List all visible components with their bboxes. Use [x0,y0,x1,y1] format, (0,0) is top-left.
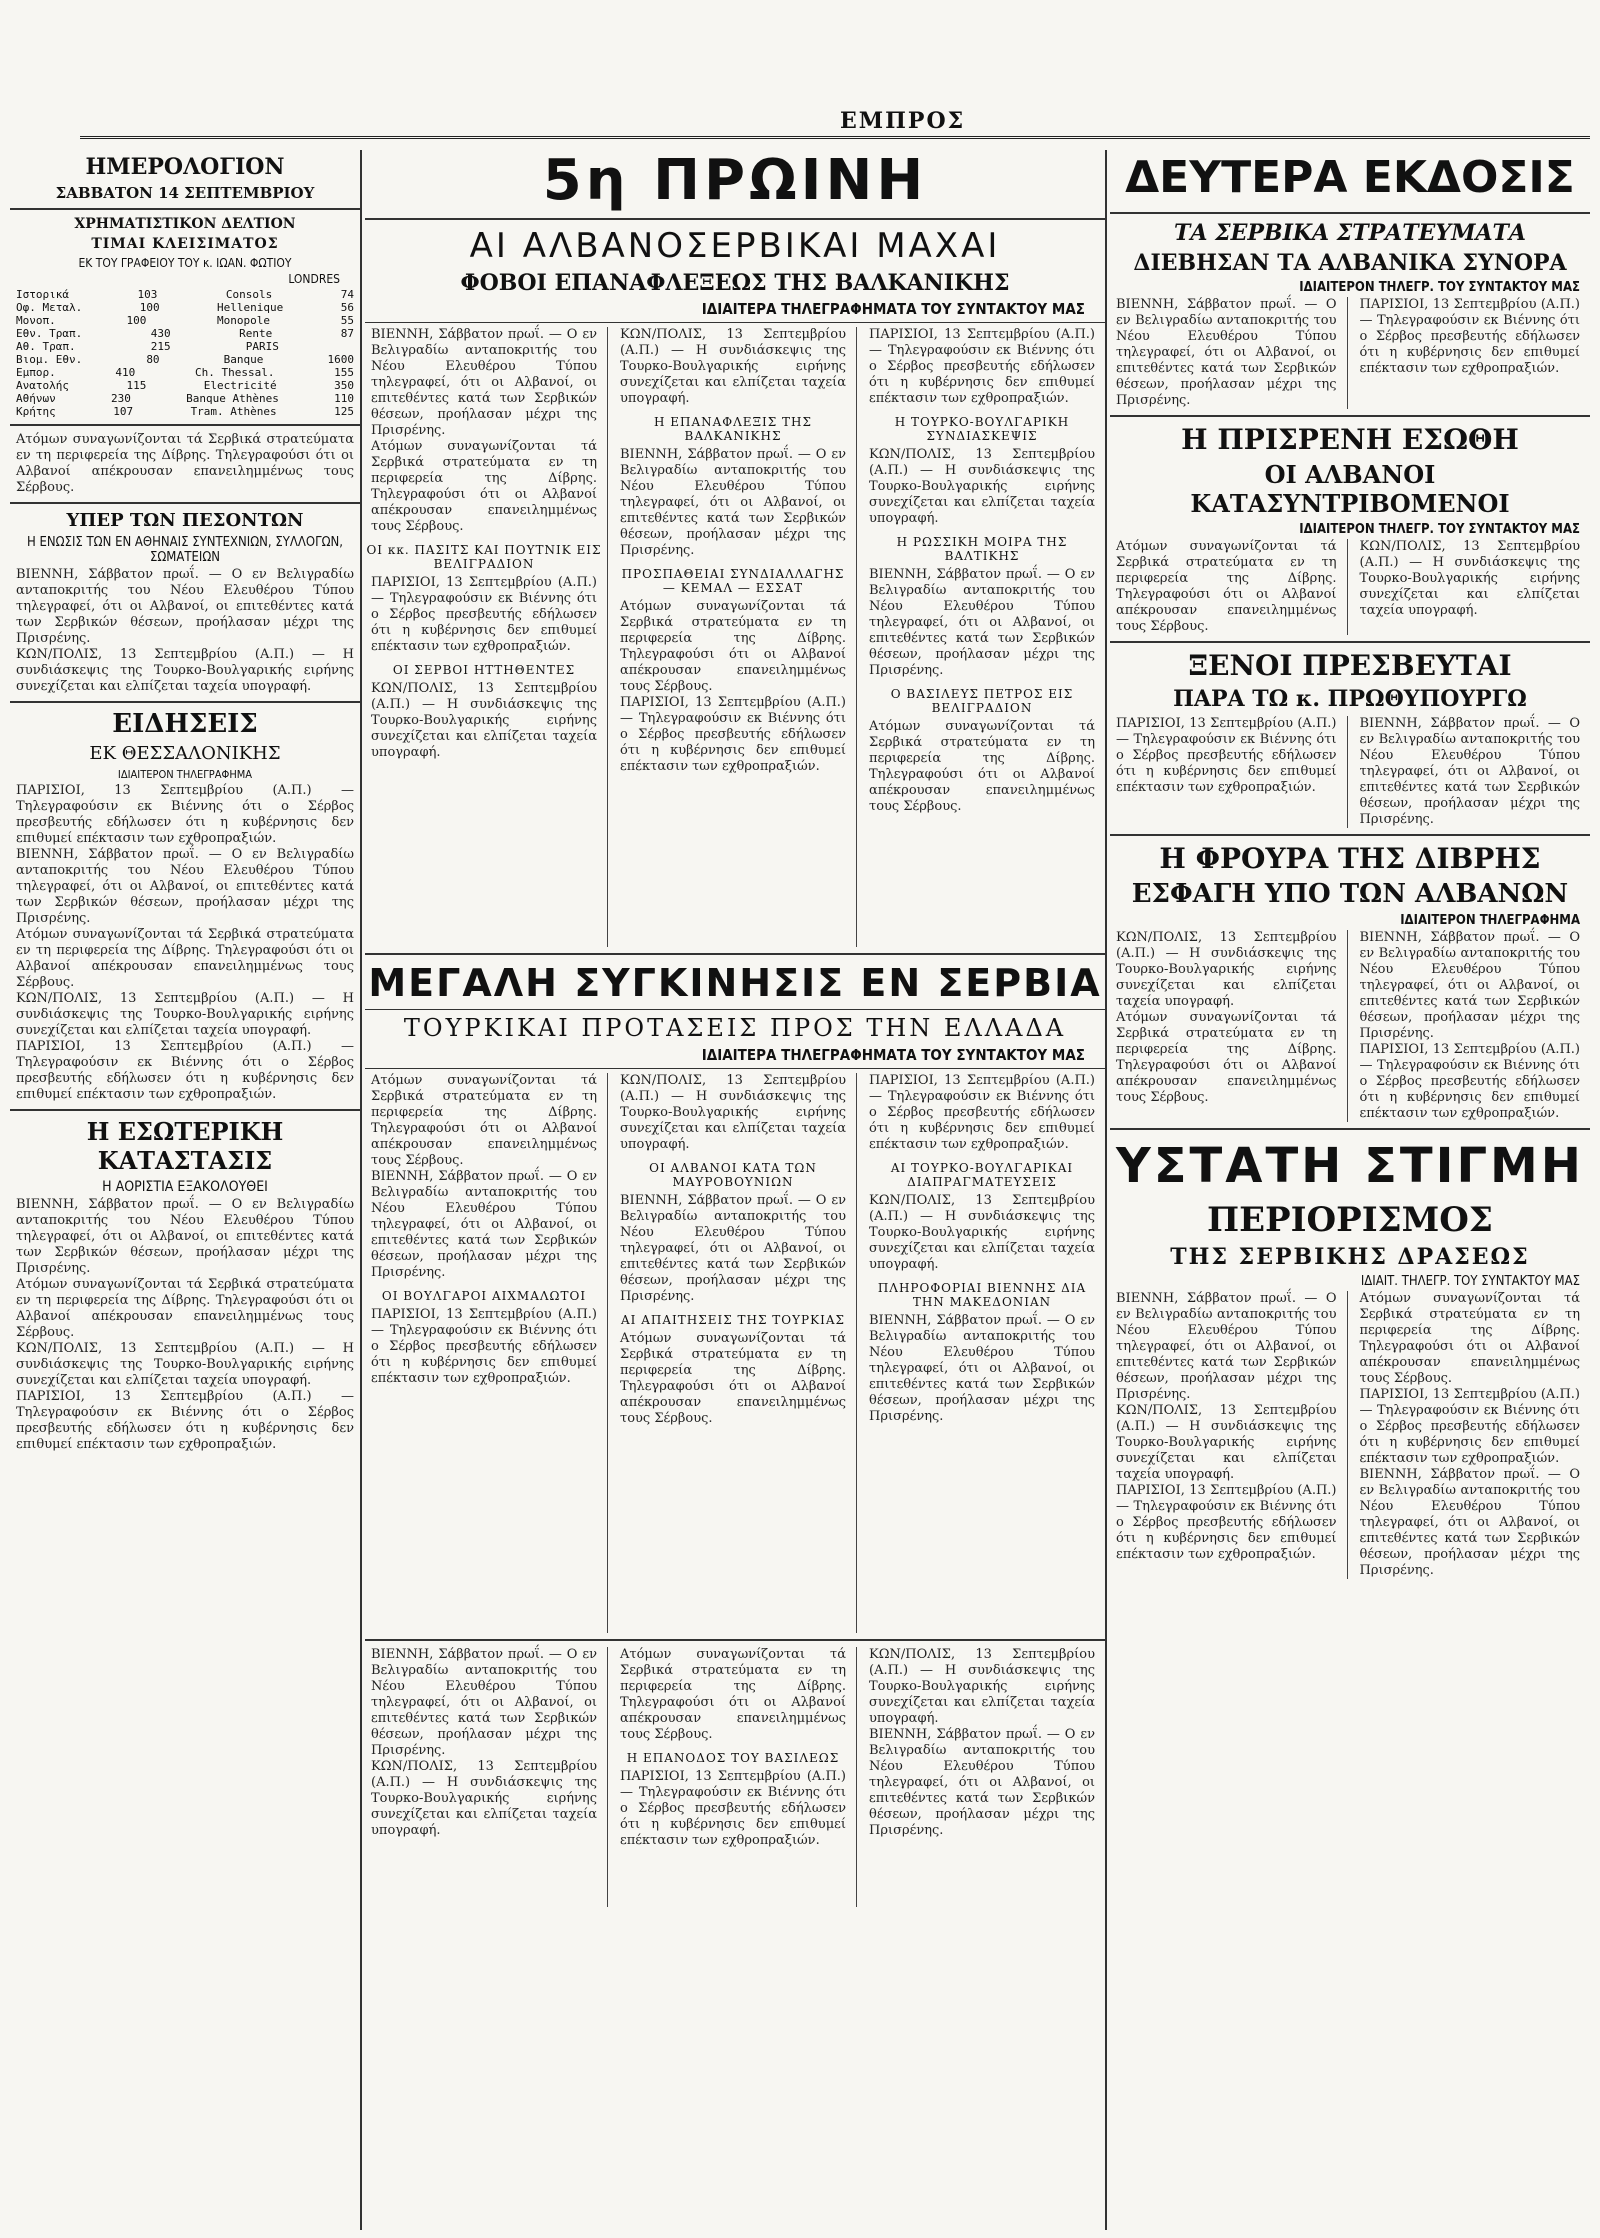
market-cell: PARIS [245,340,279,353]
last-minute-sub-1: ΠΕΡΙΟΡΙΣΜΟΣ [1207,1200,1493,1240]
market-city: LONDRES [288,272,340,286]
market-cell: 1600 [327,353,354,366]
right-article-1a: ΒΙΕΝΝΗ, Σάββατον πρωΐ. — Ο εν Βελιγραδίω ανταποκριτής του Νέου Ελευθέρου Τύπου τηλεγραφεί, ότι οι Αλβανοί, οι επιτεθέντες κατά των Σερβικών θέσεων, προήλασαν μέχρι της Πρισρένης. [1116,297,1337,408]
article-9-text-2: ΒΙΕΝΝΗ, Σάββατον πρωΐ. — Ο εν Βελιγραδίω ανταποκριτής του Νέου Ελευθέρου Τύπου τηλεγραφεί, ότι οι Αλβανοί, οι επιτεθέντες κατά των Σερβικών θέσεων, προήλασαν μέχρι της Πρισρένης. [869,1727,1095,1838]
left-text-2: ΒΙΕΝΝΗ, Σάββατον πρωΐ. — Ο εν Βελιγραδίω ανταποκριτής του Νέου Ελευθέρου Τύπου τηλεγραφεί, ότι οι Αλβανοί, οι επιτεθέντες κατά των Σερβικών θέσεων, προήλασαν μέχρι της Πρισρένης. [16,567,354,646]
article-6-text: ΠΑΡΙΣΙΟΙ, 13 Σεπτεμβρίου (Α.Π.) — Τηλεγραφούσιν εκ Βιέννης ότι ο Σέρβος πρεσβευτής εδήλωσεν ότι η κυβέρνησις δεν επιθυμεί επέκτασιν των εχθροπραξιών. [869,1073,1095,1152]
article-6-text-3: ΒΙΕΝΝΗ, Σάββατον πρωΐ. — Ο εν Βελιγραδίω ανταποκριτής του Νέου Ελευθέρου Τύπου τηλεγραφεί, ότι οι Αλβανοί, οι επιτεθέντες κατά των Σερβικών θέσεων, προήλασαν μέχρι της Πρισρένης. [869,1313,1095,1424]
main-headline: ΑΙ ΑΛΒΑΝΟΣΕΡΒΙΚΑΙ ΜΑΧΑΙ [469,226,1001,266]
right-article-4b-2: ΠΑΡΙΣΙΟΙ, 13 Σεπτεμβρίου (Α.Π.) — Τηλεγραφούσιν εκ Βιέννης ότι ο Σέρβος πρεσβευτής εδήλωσεν ότι η κυβέρνησις δεν επιθυμεί επέκτασιν των εχθροπραξιών. [1359,1042,1580,1121]
left-heading-2-tag: ΙΔΙΑΙΤΕΡΟΝ ΤΗΛΕΓΡΑΦΗΜΑ [117,768,253,781]
left-heading-2-sub: ΕΚ ΘΕΣΣΑΛΟΝΙΚΗΣ [89,743,281,764]
left-text-4: ΠΑΡΙΣΙΟΙ, 13 Σεπτεμβρίου (Α.Π.) — Τηλεγραφούσιν εκ Βιέννης ότι ο Σέρβος πρεσβευτής εδήλωσεν ότι η κυβέρνησις δεν επιθυμεί επέκτασιν των εχθροπραξιών. [16,783,354,846]
market-cell: 215 [150,340,171,353]
market-row [16,340,354,353]
last-minute-title: ΥΣΤΑΤΗ ΣΤΙΓΜΗ [1116,1138,1584,1194]
right-articles-2 [1110,539,1590,635]
market-source: ΕΚ ΤΟΥ ΓΡΑΦΕΙΟΥ ΤΟΥ κ. ΙΩΑΝ. ΦΩΤΙΟΥ [78,256,292,270]
right-article-5b: Ατόμων συναγωνίζονται τά Σερβικά στρατεύματα εν τη περιφερεία της Δίβρης. Τηλεγραφούσι ότι οι Αλβανοί απέκρουσαν επανειλημμένως τους Σέρβους. [1359,1291,1580,1386]
market-cell: 155 [334,366,354,379]
article-3-text-4: Ατόμων συναγωνίζονται τά Σερβικά στρατεύματα εν τη περιφερεία της Δίβρης. Τηλεγραφούσι ότι οι Αλβανοί απέκρουσαν επανειλημμένως τους Σέρβους. [869,719,1095,814]
section-1: Η ΕΠΑΝΑΦΛΕΞΙΣ ΤΗΣ ΒΑΛΚΑΝΙΚΗΣ [653,415,813,443]
market-cell: Ιστορικά [16,288,69,301]
market-cell: 430 [150,327,171,340]
main-subheadline: ΦΟΒΟΙ ΕΠΑΝΑΦΛΕΞΕΩΣ ΤΗΣ ΒΑΛΚΑΝΙΚΗΣ [460,270,1010,296]
article-3-text: ΠΑΡΙΣΙΟΙ, 13 Σεπτεμβρίου (Α.Π.) — Τηλεγραφούσιν εκ Βιέννης ότι ο Σέρβος πρεσβευτής εδήλωσεν ότι η κυβέρνησις δεν επιθυμεί επέκτασιν των εχθροπραξιών. [869,327,1095,406]
article-3-text-3: ΒΙΕΝΝΗ, Σάββατον πρωΐ. — Ο εν Βελιγραδίω ανταποκριτής του Νέου Ελευθέρου Τύπου τηλεγραφεί, ότι οι Αλβανοί, οι επιτεθέντες κατά των Σερβικών θέσεων, προήλασαν μέχρι της Πρισρένης. [869,567,1095,678]
left-text-11: ΚΩΝ/ΠΟΛΙΣ, 13 Σεπτεμβρίου (Α.Π.) — Η συνδιάσκεψις της Τουρκο-Βουλγαρικής ειρήνης συνεχίζεται και ελπίζεται ταχεία υπογραφή. [16,1341,354,1388]
article-4-text-2: ΒΙΕΝΝΗ, Σάββατον πρωΐ. — Ο εν Βελιγραδίω ανταποκριτής του Νέου Ελευθέρου Τύπου τηλεγραφεί, ότι οι Αλβανοί, οι επιτεθέντες κατά των Σερβικών θέσεων, προήλασαν μέχρι της Πρισρένης. [371,1169,597,1280]
right-article-1b: ΠΑΡΙΣΙΟΙ, 13 Σεπτεμβρίου (Α.Π.) — Τηλεγραφούσιν εκ Βιέννης ότι ο Σέρβος πρεσβευτής εδήλωσεν ότι η κυβέρνησις δεν επιθυμεί επέκτασιν των εχθροπραξιών. [1359,297,1580,376]
right-articles-3 [1110,716,1590,828]
left-text-8: ΠΑΡΙΣΙΟΙ, 13 Σεπτεμβρίου (Α.Π.) — Τηλεγραφούσιν εκ Βιέννης ότι ο Σέρβος πρεσβευτής εδήλωσεν ότι η κυβέρνησις δεν επιθυμεί επέκτασιν των εχθροπραξιών. [16,1039,354,1102]
market-row [16,379,354,392]
market-row [16,327,354,340]
left-heading-3: Η ΕΣΩΤΕΡΙΚΗ ΚΑΤΑΣΤΑΣΙΣ [86,1117,284,1175]
market-row [16,301,354,314]
right-articles-5 [1110,1291,1590,1579]
second-subheadline: ΤΟΥΡΚΙΚΑΙ ΠΡΟΤΑΣΕΙΣ ΠΡΟΣ ΤΗΝ ΕΛΛΑΔΑ [403,1014,1067,1042]
market-cell: 410 [115,366,136,379]
calendar-title: ΗΜΕΡΟΛΟΓΙΟΝ [85,154,285,180]
market-cell: 74 [340,288,354,301]
left-text-1: Ατόμων συναγωνίζονται τά Σερβικά στρατεύματα εν τη περιφερεία της Δίβρης. Τηλεγραφούσι ότι οι Αλβανοί απέκρουσαν επανειλημμένως τους Σέρβους. [16,432,354,495]
market-cell: 55 [340,314,354,327]
article-7-text: ΒΙΕΝΝΗ, Σάββατον πρωΐ. — Ο εν Βελιγραδίω ανταποκριτής του Νέου Ελευθέρου Τύπου τηλεγραφεί, ότι οι Αλβανοί, οι επιτεθέντες κατά των Σερβικών θέσεων, προήλασαν μέχρι της Πρισρένης. [371,1647,597,1758]
market-cell: 107 [113,405,134,418]
right-article-5a: ΒΙΕΝΝΗ, Σάββατον πρωΐ. — Ο εν Βελιγραδίω ανταποκριτής του Νέου Ελευθέρου Τύπου τηλεγραφεί, ότι οι Αλβανοί, οι επιτεθέντες κατά των Σερβικών θέσεων, προήλασαν μέχρι της Πρισρένης. [1116,1291,1337,1402]
market-cell: Consols [225,288,273,301]
left-text-10: Ατόμων συναγωνίζονται τά Σερβικά στρατεύματα εν τη περιφερεία της Δίβρης. Τηλεγραφούσι ότι οι Αλβανοί απέκρουσαν επανειλημμένως τους Σέρβους. [16,1277,354,1340]
right-article-3b: ΒΙΕΝΝΗ, Σάββατον πρωΐ. — Ο εν Βελιγραδίω ανταποκριτής του Νέου Ελευθέρου Τύπου τηλεγραφεί, ότι οι Αλβανοί, οι επιτεθέντες κατά των Σερβικών θέσεων, προήλασαν μέχρι της Πρισρένης. [1359,716,1580,827]
article-4-text-3: ΠΑΡΙΣΙΟΙ, 13 Σεπτεμβρίου (Α.Π.) — Τηλεγραφούσιν εκ Βιέννης ότι ο Σέρβος πρεσβευτής εδήλωσεν ότι η κυβέρνησις δεν επιθυμεί επέκτασιν των εχθροπραξιών. [371,1307,597,1386]
left-text-9: ΒΙΕΝΝΗ, Σάββατον πρωΐ. — Ο εν Βελιγραδίω ανταποκριτής του Νέου Ελευθέρου Τύπου τηλεγραφεί, ότι οι Αλβανοί, οι επιτεθέντες κατά των Σερβικών θέσεων, προήλασαν μέχρι της Πρισρένης. [16,1197,354,1276]
market-row [16,366,354,379]
article-1-text-2: Ατόμων συναγωνίζονται τά Σερβικά στρατεύματα εν τη περιφερεία της Δίβρης. Τηλεγραφούσι ότι οι Αλβανοί απέκρουσαν επανειλημμένως τους Σέρβους. [371,439,597,534]
market-cell: 100 [139,301,160,314]
market-cell: Αθήνων [16,392,56,405]
right-article-4a-2: Ατόμων συναγωνίζονται τά Σερβικά στρατεύματα εν τη περιφερεία της Δίβρης. Τηλεγραφούσι ότι οι Αλβανοί απέκρουσαν επανειλημμένως τους Σέρβους. [1116,1010,1337,1105]
masthead-title: ΕΜΠΡΟΣ [840,108,966,134]
market-row [16,353,354,366]
right-heading-2: Η ΠΡΙΣΡΕΝΗ ΕΣΩΘΗ [1181,423,1519,456]
market-cell: 87 [340,327,354,340]
right-articles-4 [1110,930,1590,1122]
right-heading-1: ΤΑ ΣΕΡΒΙΚΑ ΣΤΡΑΤΕΥΜΑΤΑ [1174,220,1526,246]
market-cell: Ch. Thessal. [194,366,275,379]
section2-2: ΑΙ ΤΟΥΡΚΟ-ΒΟΥΛΓΑΡΙΚΑΙ ΔΙΑΠΡΑΓΜΑΤΕΥΣΕΙΣ [890,1161,1074,1189]
right-articles-1 [1110,297,1590,409]
left-heading-1-sub: Η ΕΝΩΣΙΣ ΤΩΝ ΕΝ ΑΘΗΝΑΙΣ ΣΥΝΤΕΧΝΙΩΝ, ΣΥΛΛΟΓΩΝ, ΣΩΜΑΤΕΙΩΝ [27,535,343,565]
market-table [10,288,360,418]
second-headline: ΜΕΓΑΛΗ ΣΥΓΚΙΝΗΣΙΣ ΕΝ ΣΕΡΒΙΑ [368,961,1102,1005]
right-article-5b-2: ΠΑΡΙΣΙΟΙ, 13 Σεπτεμβρίου (Α.Π.) — Τηλεγραφούσιν εκ Βιέννης ότι ο Σέρβος πρεσβευτής εδήλωσεν ότι η κυβέρνησις δεν επιθυμεί επέκτασιν των εχθροπραξιών. [1359,1387,1580,1466]
section-7: Ο ΒΑΣΙΛΕΥΣ ΠΕΤΡΟΣ ΕΙΣ ΒΕΛΙΓΡΑΔΙΟΝ [890,687,1074,715]
market-cell: 103 [137,288,158,301]
mid-articles-bottom [365,1073,1105,1633]
market-cell: 80 [146,353,160,366]
market-cell: Banque Athènes [186,392,279,405]
right-heading-3-sub: ΠΑΡΑ ΤΩ κ. ΠΡΩΘΥΠΟΥΡΓΩ [1173,686,1527,712]
article-5-text-3: Ατόμων συναγωνίζονται τά Σερβικά στρατεύματα εν τη περιφερεία της Δίβρης. Τηλεγραφούσι ότι οι Αλβανοί απέκρουσαν επανειλημμένως τους Σέρβους. [620,1331,846,1426]
left-heading-3-sub: Η ΑΟΡΙΣΤΙΑ ΕΞΑΚΟΛΟΥΘΕΙ [102,1179,268,1195]
right-article-4b: ΒΙΕΝΝΗ, Σάββατον πρωΐ. — Ο εν Βελιγραδίω ανταποκριτής του Νέου Ελευθέρου Τύπου τηλεγραφεί, ότι οι Αλβανοί, οι επιτεθέντες κατά των Σερβικών θέσεων, προήλασαν μέχρι της Πρισρένης. [1359,930,1580,1041]
market-cell: 115 [126,379,147,392]
article-3-text-2: ΚΩΝ/ΠΟΛΙΣ, 13 Σεπτεμβρίου (Α.Π.) — Η συνδιάσκεψις της Τουρκο-Βουλγαρικής ειρήνης συνεχίζεται και ελπίζεται ταχεία υπογραφή. [869,447,1095,526]
section-6: ΟΙ ΣΕΡΒΟΙ ΗΤΤΗΘΕΝΤΕΣ [392,663,576,677]
last-minute-sub-2: ΤΗΣ ΣΕΡΒΙΚΗΣ ΔΡΑΣΕΩΣ [1170,1244,1530,1270]
article-2-text-4: ΠΑΡΙΣΙΟΙ, 13 Σεπτεμβρίου (Α.Π.) — Τηλεγραφούσιν εκ Βιέννης ότι ο Σέρβος πρεσβευτής εδήλωσεν ότι η κυβέρνησις δεν επιθυμεί επέκτασιν των εχθροπραξιών. [620,695,846,774]
article-5-text-2: ΒΙΕΝΝΗ, Σάββατον πρωΐ. — Ο εν Βελιγραδίω ανταποκριτής του Νέου Ελευθέρου Τύπου τηλεγραφεί, ότι οι Αλβανοί, οι επιτεθέντες κατά των Σερβικών θέσεων, προήλασαν μέχρι της Πρισρένης. [620,1193,846,1304]
market-row [16,314,354,327]
section-3: ΟΙ κκ. ΠΑΣΙΤΣ ΚΑΙ ΠΟΥΤΝΙΚ ΕΙΣ ΒΕΛΙΓΡΑΔΙΟΝ [366,543,602,571]
market-cell: Μονοπ. [16,314,56,327]
right-article-5a-2: ΚΩΝ/ΠΟΛΙΣ, 13 Σεπτεμβρίου (Α.Π.) — Η συνδιάσκεψις της Τουρκο-Βουλγαρικής ειρήνης συνεχίζεται και ελπίζεται ταχεία υπογραφή. [1116,1403,1337,1482]
market-cell: Monopole [217,314,271,327]
article-8-text: Ατόμων συναγωνίζονται τά Σερβικά στρατεύματα εν τη περιφερεία της Δίβρης. Τηλεγραφούσι ότι οι Αλβανοί απέκρουσαν επανειλημμένως τους Σέρβους. [620,1647,846,1742]
right-article-5b-3: ΒΙΕΝΝΗ, Σάββατον πρωΐ. — Ο εν Βελιγραδίω ανταποκριτής του Νέου Ελευθέρου Τύπου τηλεγραφεί, ότι οι Αλβανοί, οι επιτεθέντες κατά των Σερβικών θέσεων, προήλασαν μέχρι της Πρισρένης. [1359,1467,1580,1578]
market-cell: Banque [223,353,264,366]
section-4: Η ΤΟΥΡΚΟ-ΒΟΥΛΓΑΡΙΚΗ ΣΥΝΔΙΑΣΚΕΨΙΣ [894,415,1070,443]
market-cell: 230 [111,392,131,405]
market-subtitle: ΤΙΜΑΙ ΚΛΕΙΣΙΜΑΤΟΣ [91,236,279,252]
section2-4: ΑΙ ΑΠΑΙΤΗΣΕΙΣ ΤΗΣ ΤΟΥΡΚΙΑΣ [621,1313,845,1327]
market-cell: Ανατολής [16,379,69,392]
market-row [16,392,354,405]
section-2: ΠΡΟΣΠΑΘΕΙΑΙ ΣΥΝΔΙΑΛΛΑΓΗΣ — ΚΕΜΑΛ — ΕΣΣΑΤ [621,567,845,595]
right-tag-2: ΙΔΙΑΙΤΕΡΟΝ ΤΗΛΕΓΡ. ΤΟΥ ΣΥΝΤΑΚΤΟΥ ΜΑΣ [1299,522,1580,537]
article-1-text-4: ΚΩΝ/ΠΟΛΙΣ, 13 Σεπτεμβρίου (Α.Π.) — Η συνδιάσκεψις της Τουρκο-Βουλγαρικής ειρήνης συνεχίζεται και ελπίζεται ταχεία υπογραφή. [371,681,597,760]
right-tag-1: ΙΔΙΑΙΤΕΡΟΝ ΤΗΛΕΓΡ. ΤΟΥ ΣΥΝΤΑΚΤΟΥ ΜΑΣ [1299,280,1580,295]
right-article-5a-3: ΠΑΡΙΣΙΟΙ, 13 Σεπτεμβρίου (Α.Π.) — Τηλεγραφούσιν εκ Βιέννης ότι ο Σέρβος πρεσβευτής εδήλωσεν ότι η κυβέρνησις δεν επιθυμεί επέκτασιν των εχθροπραξιών. [1116,1483,1337,1562]
right-article-2a: Ατόμων συναγωνίζονται τά Σερβικά στρατεύματα εν τη περιφερεία της Δίβρης. Τηλεγραφούσι ότι οι Αλβανοί απέκρουσαν επανειλημμένως τους Σέρβους. [1116,539,1337,634]
second-edition-title: ΔΕΥΤΕΡΑ ΕΚΔΟΣΙΣ [1125,152,1575,203]
left-column [10,150,362,2230]
mid-articles-top [365,327,1105,947]
market-cell: Tram. Athènes [190,405,277,418]
market-cell: Αθ. Τραπ. [16,340,76,353]
market-cell: Κρήτης [16,405,56,418]
section2-3: ΠΛΗΡΟΦΟΡΙΑΙ ΒΙΕΝΝΗΣ ΔΙΑ ΤΗΝ ΜΑΚΕΔΟΝΙΑΝ [877,1281,1087,1309]
market-title: ΧΡΗΜΑΤΙΣΤΙΚΟΝ ΔΕΛΤΙΟΝ [74,216,296,232]
mid-articles-footer [365,1647,1105,1907]
right-tag-5: ΙΔΙΑΙΤ. ΤΗΛΕΓΡ. ΤΟΥ ΣΥΝΤΑΚΤΟΥ ΜΑΣ [1360,1274,1580,1289]
left-text-5: ΒΙΕΝΝΗ, Σάββατον πρωΐ. — Ο εν Βελιγραδίω ανταποκριτής του Νέου Ελευθέρου Τύπου τηλεγραφεί, ότι οι Αλβανοί, οι επιτεθέντες κατά των Σερβικών θέσεων, προήλασαν μέχρι της Πρισρένης. [16,847,354,926]
article-2-text: ΚΩΝ/ΠΟΛΙΣ, 13 Σεπτεμβρίου (Α.Π.) — Η συνδιάσκεψις της Τουρκο-Βουλγαρικής ειρήνης συνεχίζεται και ελπίζεται ταχεία υπογραφή. [620,327,846,406]
article-2-text-3: Ατόμων συναγωνίζονται τά Σερβικά στρατεύματα εν τη περιφερεία της Δίβρης. Τηλεγραφούσι ότι οι Αλβανοί απέκρουσαν επανειλημμένως τους Σέρβους. [620,599,846,694]
market-cell: Εθν. Τραπ. [16,327,83,340]
section2-1: ΟΙ ΑΛΒΑΝΟΙ ΚΑΤΑ ΤΩΝ ΜΑΥΡΟΒΟΥΝΙΩΝ [649,1161,817,1189]
section2-5: ΟΙ ΒΟΥΛΓΑΡΟΙ ΑΙΧΜΑΛΩΤΟΙ [381,1289,587,1303]
right-tag-4: ΙΔΙΑΙΤΕΡΟΝ ΤΗΛΕΓΡΑΦΗΜΑ [1400,913,1580,928]
left-text-12: ΠΑΡΙΣΙΟΙ, 13 Σεπτεμβρίου (Α.Π.) — Τηλεγραφούσιν εκ Βιέννης ότι ο Σέρβος πρεσβευτής εδήλωσεν ότι η κυβέρνησις δεν επιθυμεί επέκτασιν των εχθροπραξιών. [16,1389,354,1452]
market-cell: 110 [334,392,354,405]
second-tag: ΙΔΙΑΙΤΕΡΑ ΤΗΛΕΓΡΑΦΗΜΑΤΑ ΤΟΥ ΣΥΝΤΑΚΤΟΥ ΜΑΣ [701,1046,1085,1064]
market-cell: Βιομ. Εθν. [16,353,83,366]
edition-title: 5η ΠΡΩΙΝΗ [542,150,928,213]
market-row [16,288,354,301]
section2-6: Η ΕΠΑΝΟΔΟΣ ΤΟΥ ΒΑΣΙΛΕΩΣ [626,1751,840,1765]
left-heading-1: ΥΠΕΡ ΤΩΝ ΠΕΣΟΝΤΩΝ [66,510,304,531]
article-7-text-2: ΚΩΝ/ΠΟΛΙΣ, 13 Σεπτεμβρίου (Α.Π.) — Η συνδιάσκεψις της Τουρκο-Βουλγαρικής ειρήνης συνεχίζεται και ελπίζεται ταχεία υπογραφή. [371,1759,597,1838]
left-text-3: ΚΩΝ/ΠΟΛΙΣ, 13 Σεπτεμβρίου (Α.Π.) — Η συνδιάσκεψις της Τουρκο-Βουλγαρικής ειρήνης συνεχίζεται και ελπίζεται ταχεία υπογραφή. [16,647,354,694]
market-cell: 100 [126,314,147,327]
article-9-text: ΚΩΝ/ΠΟΛΙΣ, 13 Σεπτεμβρίου (Α.Π.) — Η συνδιάσκεψις της Τουρκο-Βουλγαρικής ειρήνης συνεχίζεται και ελπίζεται ταχεία υπογραφή. [869,1647,1095,1726]
right-heading-3: ΞΕΝΟΙ ΠΡΕΣΒΕΥΤΑΙ [1188,649,1512,682]
market-cell: 350 [334,379,354,392]
right-heading-4: Η ΦΡΟΥΡΑ ΤΗΣ ΔΙΒΡΗΣ [1159,842,1541,875]
market-cell: Hellenique [217,301,284,314]
article-5-text: ΚΩΝ/ΠΟΛΙΣ, 13 Σεπτεμβρίου (Α.Π.) — Η συνδιάσκεψις της Τουρκο-Βουλγαρικής ειρήνης συνεχίζεται και ελπίζεται ταχεία υπογραφή. [620,1073,846,1152]
left-text-6: Ατόμων συναγωνίζονται τά Σερβικά στρατεύματα εν τη περιφερεία της Δίβρης. Τηλεγραφούσι ότι οι Αλβανοί απέκρουσαν επανειλημμένως τους Σέρβους. [16,927,354,990]
article-4-text: Ατόμων συναγωνίζονται τά Σερβικά στρατεύματα εν τη περιφερεία της Δίβρης. Τηλεγραφούσι ότι οι Αλβανοί απέκρουσαν επανειλημμένως τους Σέρβους. [371,1073,597,1168]
article-6-text-2: ΚΩΝ/ΠΟΛΙΣ, 13 Σεπτεμβρίου (Α.Π.) — Η συνδιάσκεψις της Τουρκο-Βουλγαρικής ειρήνης συνεχίζεται και ελπίζεται ταχεία υπογραφή. [869,1193,1095,1272]
market-row [16,405,354,418]
masthead [80,108,1590,139]
market-cell: 56 [340,301,354,314]
calendar-date: ΣΑΒΒΑΤΟΝ 14 ΣΕΠΤΕΜΒΡΙΟΥ [55,184,315,202]
right-heading-4-sub: ΕΣΦΑΓΗ ΥΠΟ ΤΩΝ ΑΛΒΑΝΩΝ [1131,879,1569,909]
market-cell: Εμπορ. [16,366,56,379]
right-column [1110,150,1590,2230]
article-8-text-2: ΠΑΡΙΣΙΟΙ, 13 Σεπτεμβρίου (Α.Π.) — Τηλεγραφούσιν εκ Βιέννης ότι ο Σέρβος πρεσβευτής εδήλωσεν ότι η κυβέρνησις δεν επιθυμεί επέκτασιν των εχθροπραξιών. [620,1769,846,1848]
article-1-text-3: ΠΑΡΙΣΙΟΙ, 13 Σεπτεμβρίου (Α.Π.) — Τηλεγραφούσιν εκ Βιέννης ότι ο Σέρβος πρεσβευτής εδήλωσεν ότι η κυβέρνησις δεν επιθυμεί επέκτασιν των εχθροπραξιών. [371,575,597,654]
market-cell: Electricité [203,379,277,392]
article-2-text-2: ΒΙΕΝΝΗ, Σάββατον πρωΐ. — Ο εν Βελιγραδίω ανταποκριτής του Νέου Ελευθέρου Τύπου τηλεγραφεί, ότι οι Αλβανοί, οι επιτεθέντες κατά των Σερβικών θέσεων, προήλασαν μέχρι της Πρισρένης. [620,447,846,558]
article-1-text: ΒΙΕΝΝΗ, Σάββατον πρωΐ. — Ο εν Βελιγραδίω ανταποκριτής του Νέου Ελευθέρου Τύπου τηλεγραφεί, ότι οι Αλβανοί, οι επιτεθέντες κατά των Σερβικών θέσεων, προήλασαν μέχρι της Πρισρένης. [371,327,597,438]
market-cell: Rente [239,327,273,340]
left-heading-2: ΕΙΔΗΣΕΙΣ [112,709,258,739]
left-text-7: ΚΩΝ/ΠΟΛΙΣ, 13 Σεπτεμβρίου (Α.Π.) — Η συνδιάσκεψις της Τουρκο-Βουλγαρικής ειρήνης συνεχίζεται και ελπίζεται ταχεία υπογραφή. [16,991,354,1038]
section-5: Η ΡΩΣΣΙΚΗ ΜΟΙΡΑ ΤΗΣ ΒΑΛΤΙΚΗΣ [896,535,1068,563]
middle-column [365,150,1107,2230]
market-cell: Οφ. Μεταλ. [16,301,83,314]
right-article-2b: ΚΩΝ/ΠΟΛΙΣ, 13 Σεπτεμβρίου (Α.Π.) — Η συνδιάσκεψις της Τουρκο-Βουλγαρικής ειρήνης συνεχίζεται και ελπίζεται ταχεία υπογραφή. [1359,539,1580,618]
market-cell: 125 [334,405,354,418]
main-tag: ΙΔΙΑΙΤΕΡΑ ΤΗΛΕΓΡΑΦΗΜΑΤΑ ΤΟΥ ΣΥΝΤΑΚΤΟΥ ΜΑΣ [701,300,1085,318]
right-heading-2-sub: ΟΙ ΑΛΒΑΝΟΙ ΚΑΤΑΣΥΝΤΡΙΒΟΜΕΝΟΙ [1190,460,1510,518]
right-article-3a: ΠΑΡΙΣΙΟΙ, 13 Σεπτεμβρίου (Α.Π.) — Τηλεγραφούσιν εκ Βιέννης ότι ο Σέρβος πρεσβευτής εδήλωσεν ότι η κυβέρνησις δεν επιθυμεί επέκτασιν των εχθροπραξιών. [1116,716,1337,795]
right-heading-1-sub: ΔΙΕΒΗΣΑΝ ΤΑ ΑΛΒΑΝΙΚΑ ΣΥΝΟΡΑ [1133,250,1567,276]
right-article-4a: ΚΩΝ/ΠΟΛΙΣ, 13 Σεπτεμβρίου (Α.Π.) — Η συνδιάσκεψις της Τουρκο-Βουλγαρικής ειρήνης συνεχίζεται και ελπίζεται ταχεία υπογραφή. [1116,930,1337,1009]
